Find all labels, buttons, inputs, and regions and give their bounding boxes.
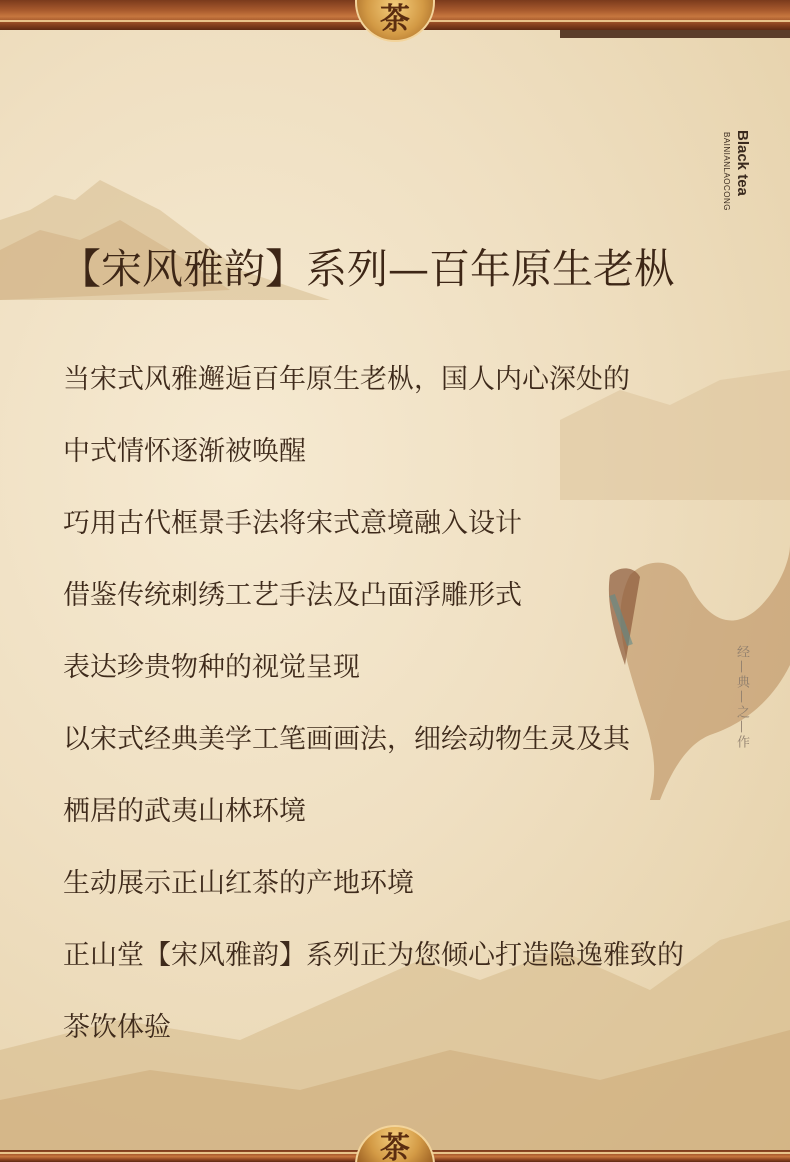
text-line: 借鉴传统刺绣工艺手法及凸面浮雕形式 [63,580,522,611]
side-english-label [724,130,754,220]
text-line: 巧用古代框景手法将宋式意境融入设计 [63,508,522,539]
text-line: 栖居的武夷山林环境 [63,796,306,827]
medallion-char: 茶 [380,2,410,37]
text-line: 表达珍贵物种的视觉呈现 [63,652,360,683]
text-line: 生动展示正山红茶的产地环境 [63,868,414,899]
tea-medallion-top [355,0,435,42]
page-title: 【宋风雅韵】系列—百年原生老枞 [60,245,675,293]
text-line: 以宋式经典美学工笔画画法，细绘动物生灵及其 [63,724,630,755]
text-line: 当宋式风雅邂逅百年原生老枞，国人内心深处的 [63,364,630,395]
description-text [63,362,743,1082]
text-line: 茶饮体验 [63,1012,171,1043]
top-dark-strip [560,30,790,38]
medallion-char: 茶 [380,1131,410,1162]
text-line: 正山堂【宋风雅韵】系列正为您倾心打造隐逸雅致的 [63,940,684,971]
classic-work-vertical-label: 经—典—之—作 [734,645,749,750]
text-line: 中式情怀逐渐被唤醒 [63,436,306,467]
brand-pinyin-label: BAINIANLAOCONG [722,132,731,212]
black-tea-label: Black tea [734,130,751,196]
